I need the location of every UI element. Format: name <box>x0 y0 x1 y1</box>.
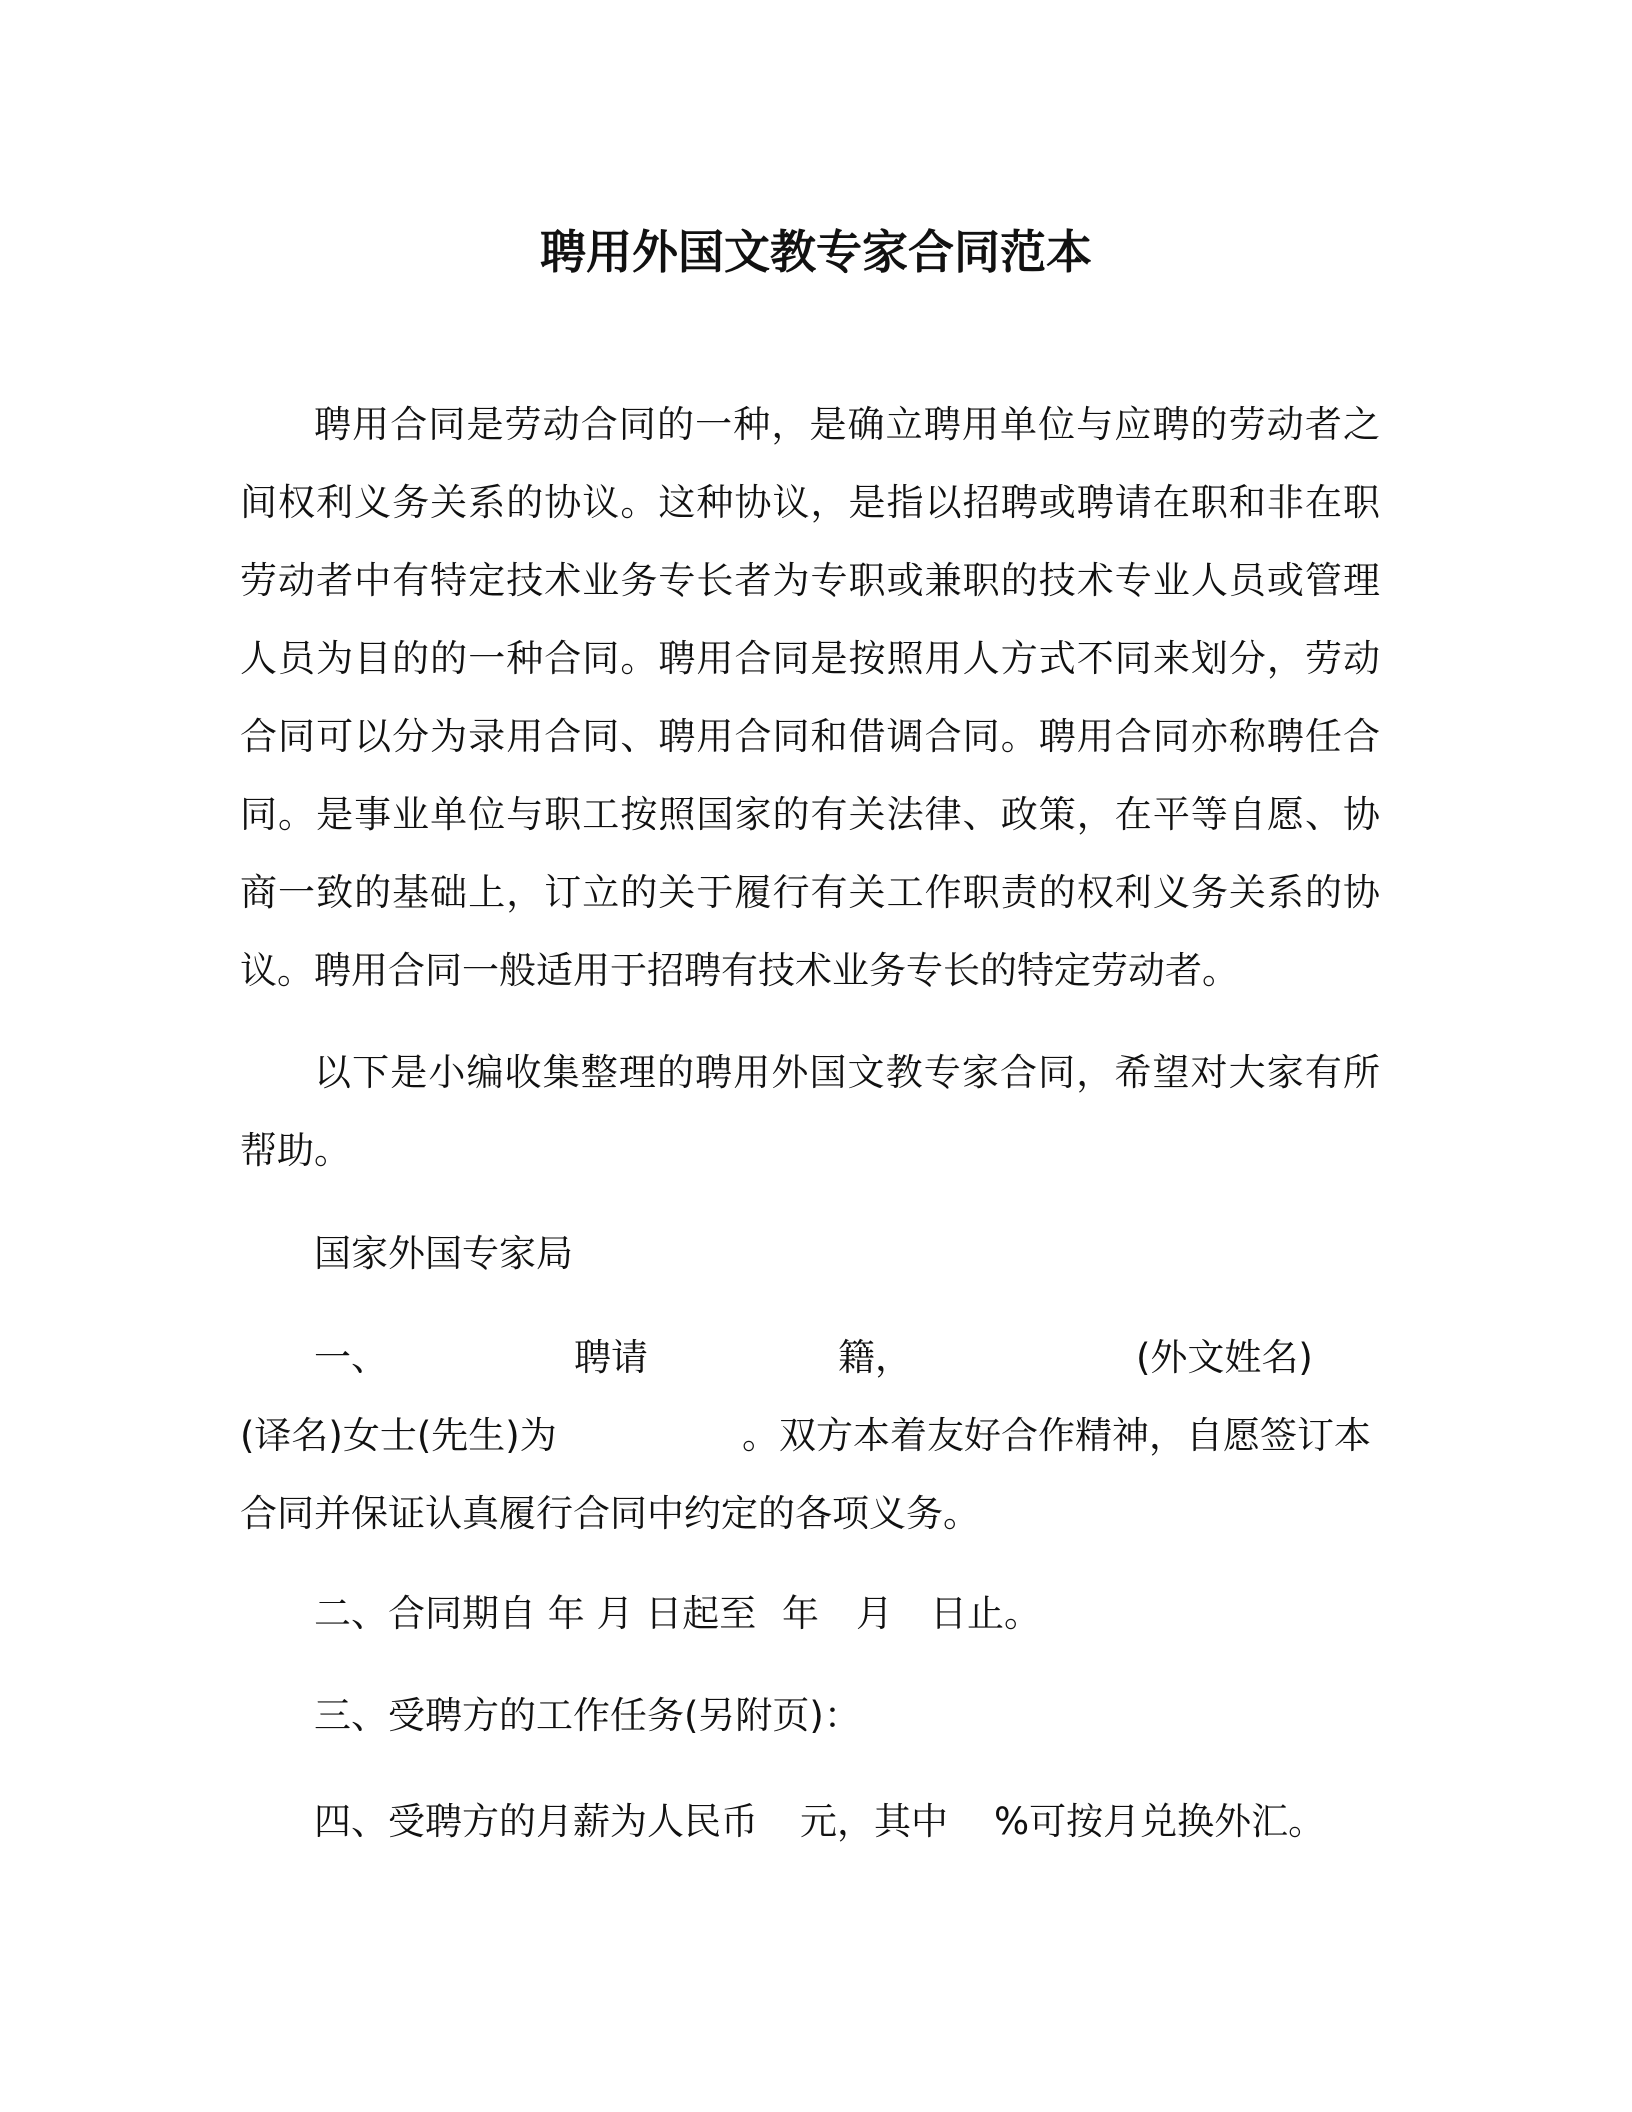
clause1-obligation: 合同并保证认真履行合同中约定的各项义务。 <box>240 1492 980 1535</box>
clause1-foreign-name: (外文姓名) <box>1136 1336 1313 1379</box>
clause1-number: 一、 <box>314 1336 388 1379</box>
clause2-start: 二、合同期自 年 月 日起至 <box>314 1592 757 1635</box>
document-title: 聘用外国文教专家合同范本 <box>540 225 1092 279</box>
bureau-line: 国家外国专家局 <box>314 1232 573 1275</box>
clause4-yuan: 元，其中 <box>800 1800 948 1843</box>
clause4-exchange: %可按月兑换外汇。 <box>994 1800 1326 1843</box>
intro-paragraph: 聘用合同是劳动合同的一种，是确立聘用单位与应聘的劳动者之间权利义务关系的协议。这种协议，是指以招聘或聘请在职和非在职劳动者中有特定技术业务专长者为专职或兼职的技术专业人员或管理人员为目的的一种合同。聘用合同是按照用人方式不同来划分，劳动合同可以分为录用合同、聘用合同和借调合同。聘用合同亦称聘任合同。是事业单位与职工按照国家的有关法律、政策，在平等自愿、协商一致的基础上，订立的关于履行有关工作职责的权利义务关系的协议。聘用合同一般适用于招聘有技术业务专长的特定劳动者。 <box>240 403 1380 992</box>
clause2-end: 日止。 <box>930 1592 1041 1635</box>
clause1-translated-name: (译名)女士(先生)为 <box>240 1414 557 1457</box>
clause2-year: 年 <box>782 1592 819 1635</box>
clause1-hire: 聘请 <box>574 1336 648 1379</box>
clause2-month: 月 <box>856 1592 893 1635</box>
clause1-nationality: 籍， <box>838 1336 912 1379</box>
help-paragraph: 以下是小编收集整理的聘用外国文教专家合同，希望对大家有所帮助。 <box>240 1051 1380 1172</box>
clause4-salary: 四、受聘方的月薪为人民币 <box>314 1800 758 1843</box>
clause3-line: 三、受聘方的工作任务(另附页)： <box>314 1694 861 1737</box>
clause1-agreement: 。双方本着友好合作精神，自愿签订本 <box>742 1414 1371 1457</box>
